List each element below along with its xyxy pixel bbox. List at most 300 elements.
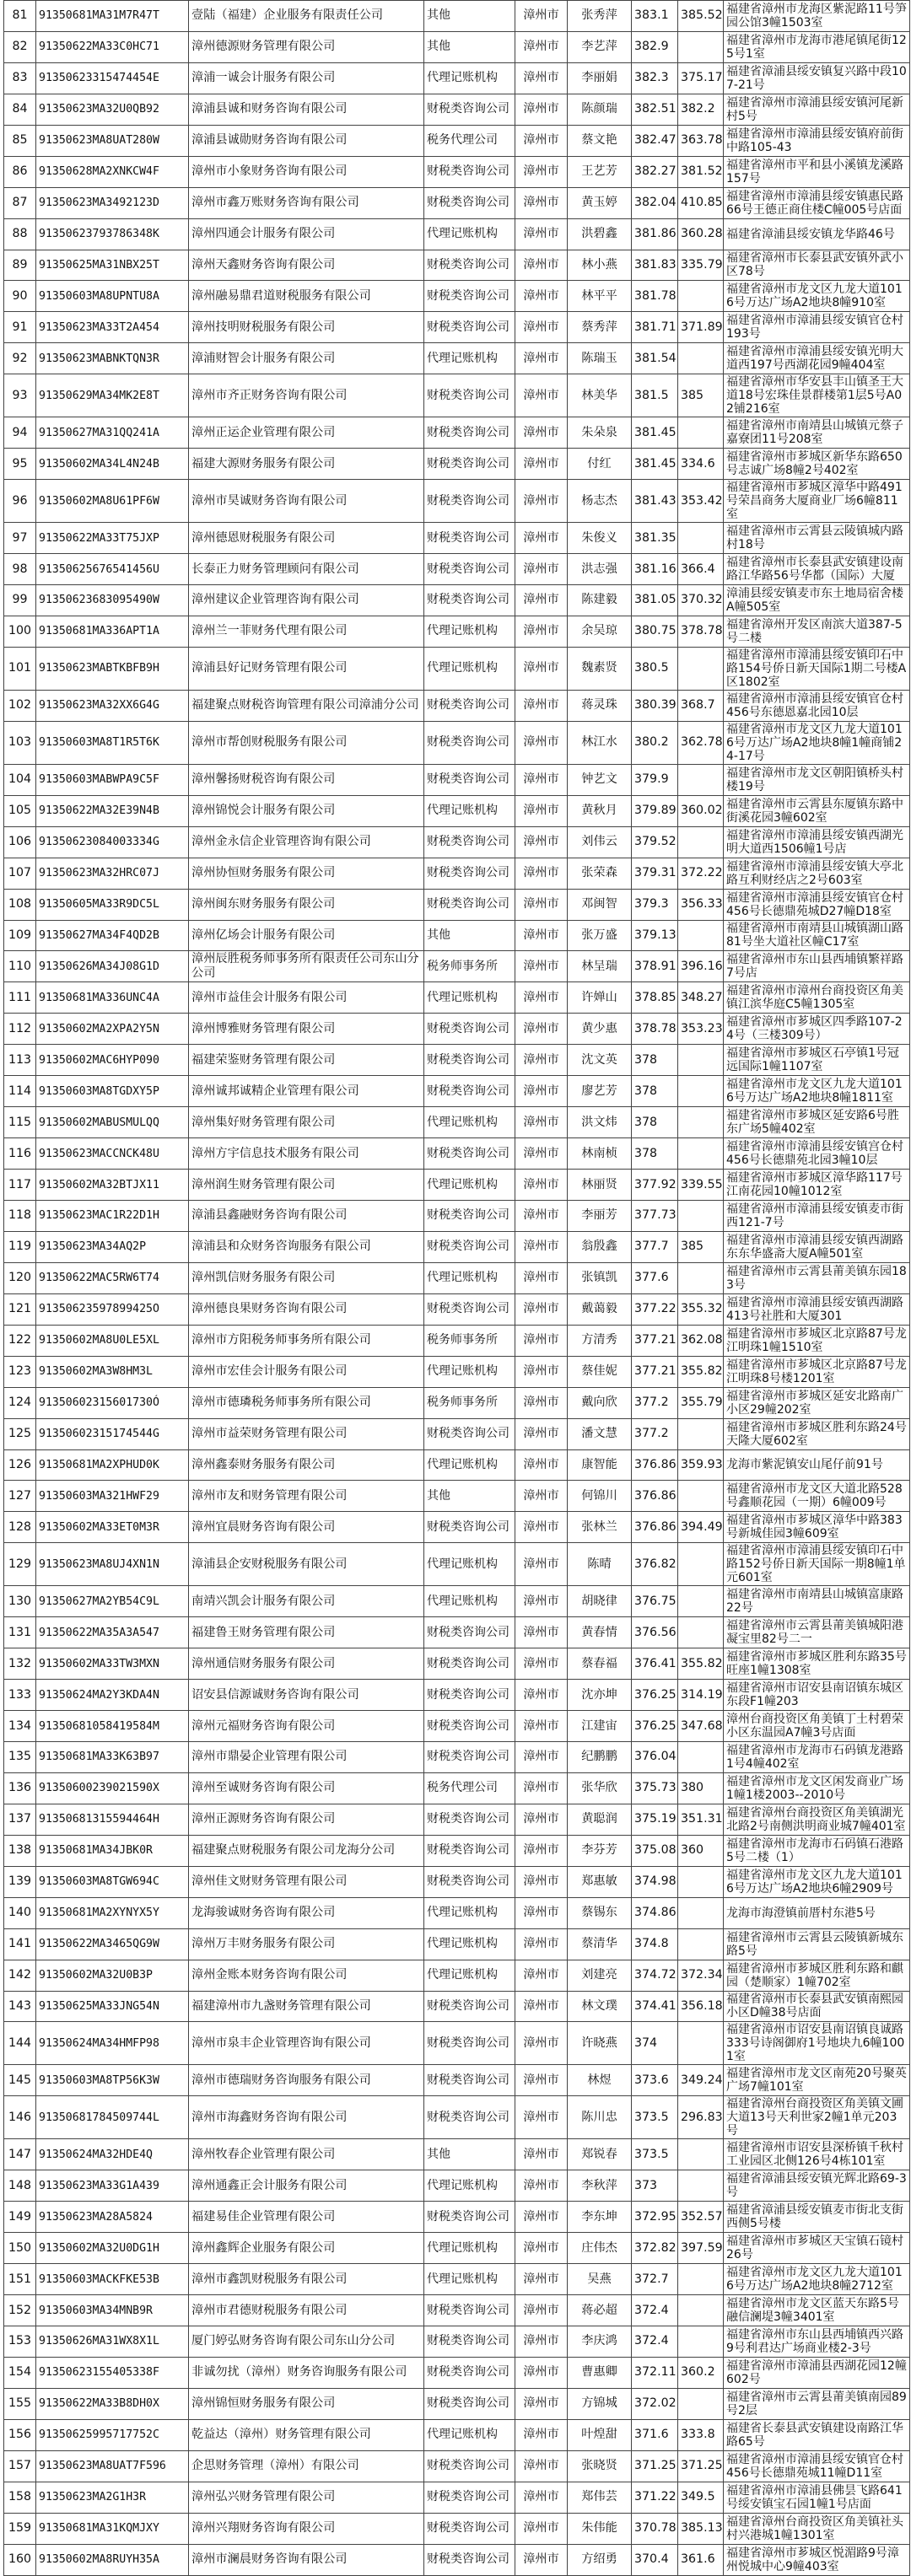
table-row [4, 125, 910, 156]
score-1-cell: 378.85 [632, 982, 678, 1014]
company-name-cell: 漳州市帮创财税服务有限公司 [189, 721, 424, 764]
row-number-cell: 105 [4, 795, 36, 826]
org-type-cell: 财税类咨询公司 [424, 156, 515, 187]
credit-code-cell: 91350623MA33T2A454 [36, 312, 189, 343]
org-type-cell: 财税类咨询公司 [424, 2295, 515, 2326]
city-cell: 漳州市 [515, 94, 568, 125]
address-cell: 福建省漳州市芗城区北京路87号龙江明珠8号楼1201室 [724, 1356, 910, 1387]
table-row [4, 1481, 910, 1512]
score-1-cell: 379.31 [632, 858, 678, 889]
table-row [4, 1543, 910, 1586]
company-name-cell: 漳州市方阳税务师事务所有限公司 [189, 1325, 424, 1356]
address-cell: 福建省漳州开发区南滨大道387-5号二楼 [724, 616, 910, 647]
credit-code-cell: 91350603MABWPA9C5F [36, 764, 189, 795]
row-number-cell: 94 [4, 417, 36, 449]
city-cell: 漳州市 [515, 1742, 568, 1773]
table-row [4, 312, 910, 343]
credit-code-cell: 91350622MA3465QG9W [36, 1928, 189, 1960]
score-2-cell: 372.22 [678, 858, 724, 889]
score-1-cell: 378.91 [632, 951, 678, 982]
company-name-cell: 漳浦县鑫融财务咨询有限公司 [189, 1201, 424, 1232]
contact-person-cell: 郑锐春 [568, 2139, 632, 2170]
table-row [4, 616, 910, 647]
org-type-cell: 其他 [424, 2139, 515, 2170]
contact-person-cell: 方锦城 [568, 2388, 632, 2419]
score-2-cell [678, 1543, 724, 1586]
score-2-cell [678, 2388, 724, 2419]
row-number-cell: 88 [4, 218, 36, 250]
score-2-cell: 347.68 [678, 1711, 724, 1742]
company-name-cell: 漳州市益荣财务管理有限公司 [189, 1418, 424, 1449]
score-1-cell: 377.73 [632, 1201, 678, 1232]
org-type-cell: 财税类咨询公司 [424, 1835, 515, 1866]
credit-code-cell: 91350603MA8TP56K3W [36, 2065, 189, 2096]
org-type-cell: 财税类咨询公司 [424, 2388, 515, 2419]
row-number-cell: 110 [4, 951, 36, 982]
table-row [4, 1293, 910, 1325]
address-cell: 福建省漳州市芗城区新华东路650号志诚广场8幢2号402室 [724, 449, 910, 480]
company-name-cell: 漳州市友和财务管理有限公司 [189, 1481, 424, 1512]
org-type-cell: 财税类咨询公司 [424, 1648, 515, 1680]
table-row [4, 31, 910, 62]
score-2-cell [678, 2139, 724, 2170]
credit-code-cell: 91350623MABTKBFB9H [36, 647, 189, 690]
row-number-cell: 120 [4, 1262, 36, 1293]
score-2-cell: 372.34 [678, 1960, 724, 1991]
city-cell: 漳州市 [515, 1680, 568, 1711]
address-cell: 福建省漳州市平和县小溪镇龙溪路157号 [724, 156, 910, 187]
credit-code-cell: 91350623MA34AQ2P [36, 1231, 189, 1262]
row-number-cell: 121 [4, 1293, 36, 1325]
company-name-cell: 漳州集好财务管理有限公司 [189, 1107, 424, 1138]
address-cell: 福建省漳州市芗城区四季路107-24号（三楼309号） [724, 1014, 910, 1045]
table-row [4, 1772, 910, 1804]
score-2-cell [678, 2295, 724, 2326]
credit-code-cell: 91350602315174544G [36, 1418, 189, 1449]
org-type-cell: 财税类咨询公司 [424, 1045, 515, 1076]
contact-person-cell: 林小燕 [568, 250, 632, 281]
credit-code-cell: 91350602315601730Ó [36, 1387, 189, 1418]
org-type-cell: 财税类咨询公司 [424, 2022, 515, 2065]
address-cell: 福建省漳州市龙文区九龙大道1016号万达广场A2地块8幢910室 [724, 281, 910, 312]
credit-code-cell: 91350623MA32XX6G4G [36, 690, 189, 721]
score-2-cell [678, 1928, 724, 1960]
contact-person-cell: 李东坤 [568, 2202, 632, 2233]
org-type-cell: 财税类咨询公司 [424, 2450, 515, 2482]
score-2-cell [678, 1586, 724, 1617]
score-2-cell [678, 1481, 724, 1512]
contact-person-cell: 洪志强 [568, 554, 632, 585]
org-type-cell: 财税类咨询公司 [424, 480, 515, 523]
company-name-cell: 漳州融易鼎君道财税服务有限公司 [189, 281, 424, 312]
city-cell: 漳州市 [515, 647, 568, 690]
score-2-cell: 355.82 [678, 1648, 724, 1680]
score-1-cell: 381.16 [632, 554, 678, 585]
company-name-cell: 漳浦县诚和财务咨询有限公司 [189, 94, 424, 125]
score-1-cell: 374.98 [632, 1866, 678, 1897]
credit-code-cell: 91350623155405338F [36, 2357, 189, 2388]
score-1-cell: 376.86 [632, 1512, 678, 1543]
company-name-cell: 福建漳州市九盏财务管理有限公司 [189, 1991, 424, 2022]
credit-code-cell: 91350602MAC6HYP090 [36, 1045, 189, 1076]
table-row [4, 1617, 910, 1648]
org-type-cell: 财税类咨询公司 [424, 889, 515, 920]
table-row [4, 951, 910, 982]
address-cell: 福建省漳州台商投资区角美镇社头村兴港城1幢1301室 [724, 2513, 910, 2544]
score-1-cell: 381.45 [632, 449, 678, 480]
score-1-cell: 371.25 [632, 2450, 678, 2482]
address-cell: 龙海市海澄镇前厝村东港5号 [724, 1897, 910, 1928]
org-type-cell: 财税类咨询公司 [424, 281, 515, 312]
row-number-cell: 83 [4, 62, 36, 94]
score-2-cell: 385 [678, 1231, 724, 1262]
score-1-cell: 377.6 [632, 1262, 678, 1293]
credit-code-cell: 91350625676541456U [36, 554, 189, 585]
company-name-cell: 漳州诚邦诚精企业管理有限公司 [189, 1076, 424, 1107]
score-2-cell [678, 920, 724, 951]
score-2-cell: 360.28 [678, 218, 724, 250]
score-2-cell: 375.17 [678, 62, 724, 94]
score-1-cell: 371.6 [632, 2419, 678, 2450]
score-2-cell [678, 31, 724, 62]
city-cell: 漳州市 [515, 2326, 568, 2358]
row-number-cell: 107 [4, 858, 36, 889]
credit-code-cell: 91350603MA321HWF29 [36, 1481, 189, 1512]
address-cell: 福建省漳州市漳浦县绥安镇官仓村456号东德恩嘉北园10层 [724, 690, 910, 721]
contact-person-cell: 康智能 [568, 1449, 632, 1481]
company-name-cell: 漳浦县好记财务管理有限公司 [189, 647, 424, 690]
org-type-cell: 其他 [424, 920, 515, 951]
score-1-cell: 380.39 [632, 690, 678, 721]
credit-code-cell: 91350681058419584M [36, 1711, 189, 1742]
table-row [4, 2544, 910, 2575]
table-row [4, 1711, 910, 1742]
city-cell: 漳州市 [515, 2139, 568, 2170]
credit-code-cell: 91350603MA34MNB9R [36, 2295, 189, 2326]
score-1-cell: 372.4 [632, 2326, 678, 2358]
address-cell: 福建省漳州市漳浦县佛昙飞路641号绥安镇宝石园1幢1号店面 [724, 2482, 910, 2513]
row-number-cell: 92 [4, 343, 36, 374]
score-2-cell: 359.93 [678, 1449, 724, 1481]
credit-code-cell: 91350622MA33B8DH0X [36, 2388, 189, 2419]
org-type-cell: 财税类咨询公司 [424, 764, 515, 795]
address-cell: 福建省漳州市长泰县武安镇建设南路江华路56号华都（国际）大厦 [724, 554, 910, 585]
table-row [4, 585, 910, 616]
org-type-cell: 代理记账机构 [424, 647, 515, 690]
org-type-cell: 税务代理公司 [424, 1772, 515, 1804]
credit-code-cell: 91350623315474454E [36, 62, 189, 94]
score-2-cell: 356.18 [678, 1991, 724, 2022]
score-1-cell: 381.45 [632, 417, 678, 449]
score-2-cell: 397.59 [678, 2233, 724, 2264]
address-cell: 福建省漳州市龙文区南苑20号聚英广场7幢101室 [724, 2065, 910, 2096]
org-type-cell: 财税类咨询公司 [424, 2096, 515, 2139]
contact-person-cell: 黄聪润 [568, 1804, 632, 1835]
table-row [4, 1742, 910, 1773]
score-2-cell: 385 [678, 374, 724, 417]
contact-person-cell: 许婵山 [568, 982, 632, 1014]
score-2-cell: 362.08 [678, 1325, 724, 1356]
address-cell: 福建省漳州市漳浦县绥安镇宫仓村456号长德鼎苑北园3幢10层 [724, 1138, 910, 1170]
city-cell: 漳州市 [515, 1107, 568, 1138]
score-2-cell: 314.19 [678, 1680, 724, 1711]
company-name-cell: 漳州市澜晨财务咨询有限公司 [189, 2544, 424, 2575]
company-name-cell: 漳州宜晨财务咨询有限公司 [189, 1512, 424, 1543]
score-2-cell: 378.78 [678, 616, 724, 647]
score-2-cell: 368.7 [678, 690, 724, 721]
company-name-cell: 漳州弘兴财务管理有限公司 [189, 2482, 424, 2513]
score-1-cell: 372.82 [632, 2233, 678, 2264]
score-2-cell [678, 1742, 724, 1773]
credit-code-cell: 91350602MABUSMULQQ [36, 1107, 189, 1138]
score-2-cell: 370.32 [678, 585, 724, 616]
row-number-cell: 136 [4, 1772, 36, 1804]
city-cell: 漳州市 [515, 1201, 568, 1232]
row-number-cell: 126 [4, 1449, 36, 1481]
company-name-cell: 漳州金永信企业管理咨询有限公司 [189, 826, 424, 858]
contact-person-cell: 庄伟杰 [568, 2233, 632, 2264]
org-type-cell: 财税类咨询公司 [424, 2544, 515, 2575]
city-cell: 漳州市 [515, 156, 568, 187]
score-2-cell [678, 764, 724, 795]
credit-code-cell: 91350626MA31WX8X1L [36, 2326, 189, 2358]
table-row [4, 1014, 910, 1045]
org-type-cell: 代理记账机构 [424, 982, 515, 1014]
address-cell: 福建省漳州市芗城区悦湄路9号漳州悦城中心9幢403室 [724, 2544, 910, 2575]
score-1-cell: 375.19 [632, 1804, 678, 1835]
city-cell: 漳州市 [515, 858, 568, 889]
city-cell: 漳州市 [515, 1014, 568, 1045]
row-number-cell: 151 [4, 2264, 36, 2295]
city-cell: 漳州市 [515, 920, 568, 951]
contact-person-cell: 蔡清华 [568, 1928, 632, 1960]
table-row [4, 2295, 910, 2326]
credit-code-cell: 91350623MA33G1A439 [36, 2170, 189, 2202]
company-name-cell: 企思财务管理（漳州）有限公司 [189, 2450, 424, 2482]
org-type-cell: 财税类咨询公司 [424, 523, 515, 554]
org-type-cell: 财税类咨询公司 [424, 585, 515, 616]
contact-person-cell: 林文璞 [568, 1991, 632, 2022]
credit-code-cell: 91350681MA31KQMJXY [36, 2513, 189, 2544]
org-type-cell: 财税类咨询公司 [424, 690, 515, 721]
contact-person-cell: 蔡文艳 [568, 125, 632, 156]
score-1-cell: 381.78 [632, 281, 678, 312]
org-type-cell: 代理记账机构 [424, 2233, 515, 2264]
address-cell: 福建省漳州市龙海区紫泥路11号笋园公馆3幢1503室 [724, 1, 910, 32]
company-name-cell: 漳浦县企安财税服务有限公司 [189, 1543, 424, 1586]
company-name-cell: 南靖兴凯会计服务有限公司 [189, 1586, 424, 1617]
company-name-cell: 漳州市德璘税务师事务所有限公司 [189, 1387, 424, 1418]
row-number-cell: 114 [4, 1076, 36, 1107]
contact-person-cell: 魏素贤 [568, 647, 632, 690]
score-1-cell: 375.73 [632, 1772, 678, 1804]
contact-person-cell: 林南桢 [568, 1138, 632, 1170]
table-row [4, 1897, 910, 1928]
org-type-cell: 财税类咨询公司 [424, 1512, 515, 1543]
score-2-cell [678, 281, 724, 312]
table-row [4, 2326, 910, 2358]
credit-code-cell: 91350623MA8UJ4XN1N [36, 1543, 189, 1586]
credit-code-cell: 91350603MACKFKE53B [36, 2264, 189, 2295]
company-name-cell: 漳州通信财务服务有限公司 [189, 1648, 424, 1680]
table-row [4, 2065, 910, 2096]
score-2-cell: 356.33 [678, 889, 724, 920]
city-cell: 漳州市 [515, 1866, 568, 1897]
org-type-cell: 代理记账机构 [424, 1543, 515, 1586]
city-cell: 漳州市 [515, 1, 568, 32]
table-row [4, 1170, 910, 1201]
contact-person-cell: 张晓贤 [568, 2450, 632, 2482]
row-number-cell: 131 [4, 1617, 36, 1648]
row-number-cell: 141 [4, 1928, 36, 1960]
credit-code-cell: 91350602MA32U0B3P [36, 1960, 189, 1991]
city-cell: 漳州市 [515, 616, 568, 647]
city-cell: 漳州市 [515, 1387, 568, 1418]
table-row [4, 1262, 910, 1293]
table-row [4, 2233, 910, 2264]
org-type-cell: 其他 [424, 1481, 515, 1512]
score-1-cell: 377.2 [632, 1387, 678, 1418]
city-cell: 漳州市 [515, 523, 568, 554]
address-cell: 福建省漳州市龙文区九龙大道1016号万达广场A2地块8幢1幢商铺24-17号 [724, 721, 910, 764]
contact-person-cell: 李丽娟 [568, 62, 632, 94]
address-cell: 福建省漳州市芗城区天宝镇石镜村26号 [724, 2233, 910, 2264]
table-row [4, 721, 910, 764]
score-2-cell: 366.4 [678, 554, 724, 585]
company-name-cell: 漳州万丰财务服务有限公司 [189, 1928, 424, 1960]
company-name-cell: 漳州市君德财税服务有限公司 [189, 2295, 424, 2326]
org-type-cell: 代理记账机构 [424, 1449, 515, 1481]
table-row [4, 1680, 910, 1711]
city-cell: 漳州市 [515, 2202, 568, 2233]
table-row [4, 1325, 910, 1356]
company-name-cell: 漳州锦恒财务服务有限公司 [189, 2388, 424, 2419]
address-cell: 福建省漳州台商投资区角美镇文圃大道13号天利世家2幢1单元203号 [724, 2096, 910, 2139]
credit-code-cell: 91350623MA2G1H3R [36, 2482, 189, 2513]
table-row [4, 187, 910, 218]
contact-person-cell: 廖艺芳 [568, 1076, 632, 1107]
score-1-cell: 374.86 [632, 1897, 678, 1928]
org-type-cell: 税务师事务所 [424, 951, 515, 982]
score-1-cell: 377.2 [632, 1418, 678, 1449]
contact-person-cell: 郑惠敏 [568, 1866, 632, 1897]
score-2-cell: 349.5 [678, 2482, 724, 2513]
address-cell: 福建省漳州市漳浦县绥安镇官仓村456号长德鼎苑城11幢D11室 [724, 2450, 910, 2482]
org-type-cell: 财税类咨询公司 [424, 554, 515, 585]
table-row [4, 2357, 910, 2388]
score-1-cell: 379.3 [632, 889, 678, 920]
city-cell: 漳州市 [515, 585, 568, 616]
score-1-cell: 379.89 [632, 795, 678, 826]
score-2-cell: 385.52 [678, 1, 724, 32]
score-1-cell: 374 [632, 2022, 678, 2065]
address-cell: 福建省漳州市龙文区九龙大道1016号万达广场A2地块8幢2712室 [724, 2264, 910, 2295]
table-row [4, 1648, 910, 1680]
address-cell: 福建省漳州市芗城区漳华中路491号荣昌商务大厦商业厂场6幢811室 [724, 480, 910, 523]
org-type-cell: 财税类咨询公司 [424, 94, 515, 125]
address-cell: 福建省漳州市云霄县云陵镇城内路村18号 [724, 523, 910, 554]
row-number-cell: 99 [4, 585, 36, 616]
table-row [4, 2202, 910, 2233]
contact-person-cell: 张荣森 [568, 858, 632, 889]
score-1-cell: 376.75 [632, 1586, 678, 1617]
row-number-cell: 158 [4, 2482, 36, 2513]
address-cell: 福建省漳州市龙文区九龙大道1016号万达广场A2地块6幢2909号 [724, 1866, 910, 1897]
city-cell: 漳州市 [515, 2233, 568, 2264]
credit-code-cell: 91350626MA34J08G1D [36, 951, 189, 982]
contact-person-cell: 陈颜瑞 [568, 94, 632, 125]
address-cell: 福建省漳州市诏安县南诏镇良诚路333号诗阁御府1号地块九6幢1001室 [724, 2022, 910, 2065]
table-body [4, 1, 910, 2576]
org-type-cell: 税务代理公司 [424, 125, 515, 156]
score-1-cell: 380.5 [632, 647, 678, 690]
table-row [4, 2388, 910, 2419]
company-name-cell: 漳州德良果财务咨询有限公司 [189, 1293, 424, 1325]
row-number-cell: 103 [4, 721, 36, 764]
address-cell: 福建省漳州市长泰县武安镇南熙园小区D幢38号店面 [724, 1991, 910, 2022]
address-cell: 福建省漳州市芗城区胜利东路24号天隆大厦602室 [724, 1418, 910, 1449]
score-2-cell [678, 2326, 724, 2358]
contact-person-cell: 林煜 [568, 2065, 632, 2096]
org-type-cell: 财税类咨询公司 [424, 1617, 515, 1648]
address-cell: 福建省漳州市漳浦县绥安镇惠民路66号王德正商住楼C幢005号店面 [724, 187, 910, 218]
credit-code-cell: 91350625MA33JNG54N [36, 1991, 189, 2022]
row-number-cell: 156 [4, 2419, 36, 2450]
row-number-cell: 118 [4, 1201, 36, 1232]
score-1-cell: 378 [632, 1107, 678, 1138]
address-cell: 福建省漳州市长泰县武安镇外武小区78号 [724, 250, 910, 281]
contact-person-cell: 许晓燕 [568, 2022, 632, 2065]
org-type-cell: 财税类咨询公司 [424, 2326, 515, 2358]
address-cell: 福建省漳州市漳浦县绥安镇官仓村456号长德鼎苑城D27幢D18室 [724, 889, 910, 920]
score-2-cell: 360 [678, 1835, 724, 1866]
table-row [4, 1804, 910, 1835]
score-2-cell: 394.49 [678, 1512, 724, 1543]
row-number-cell: 116 [4, 1138, 36, 1170]
score-2-cell: 382.2 [678, 94, 724, 125]
org-type-cell: 财税类咨询公司 [424, 187, 515, 218]
org-type-cell: 代理记账机构 [424, 2170, 515, 2202]
row-number-cell: 137 [4, 1804, 36, 1835]
city-cell: 漳州市 [515, 1231, 568, 1262]
org-type-cell: 财税类咨询公司 [424, 312, 515, 343]
table-row [4, 1107, 910, 1138]
org-type-cell: 财税类咨询公司 [424, 1076, 515, 1107]
score-1-cell: 373.6 [632, 2065, 678, 2096]
city-cell: 漳州市 [515, 417, 568, 449]
contact-person-cell: 钟艺文 [568, 764, 632, 795]
org-type-cell: 代理记账机构 [424, 2264, 515, 2295]
row-number-cell: 98 [4, 554, 36, 585]
company-name-cell: 漳州亿场会计服务有限公司 [189, 920, 424, 951]
row-number-cell: 115 [4, 1107, 36, 1138]
score-1-cell: 377.21 [632, 1325, 678, 1356]
contact-person-cell: 戴蔼毅 [568, 1293, 632, 1325]
org-type-cell: 财税类咨询公司 [424, 2202, 515, 2233]
city-cell: 漳州市 [515, 826, 568, 858]
credit-code-cell: 91350681MA2XYNYX5Y [36, 1897, 189, 1928]
contact-person-cell: 沈亦坤 [568, 1680, 632, 1711]
score-2-cell [678, 2170, 724, 2202]
score-2-cell: 396.16 [678, 951, 724, 982]
credit-code-cell: 91350622MA35A3A547 [36, 1617, 189, 1648]
city-cell: 漳州市 [515, 2096, 568, 2139]
address-cell: 福建省漳州市南靖县山城镇富康路22号 [724, 1586, 910, 1617]
address-cell: 福建省漳州市南靖县山城镇湖山路81号坐大道社区幢C17室 [724, 920, 910, 951]
credit-code-cell: 91350622MAC5RW6T74 [36, 1262, 189, 1293]
company-name-cell: 漳州市鑫凯财税服务有限公司 [189, 2264, 424, 2295]
company-name-cell: 漳州德源财务管理有限公司 [189, 31, 424, 62]
